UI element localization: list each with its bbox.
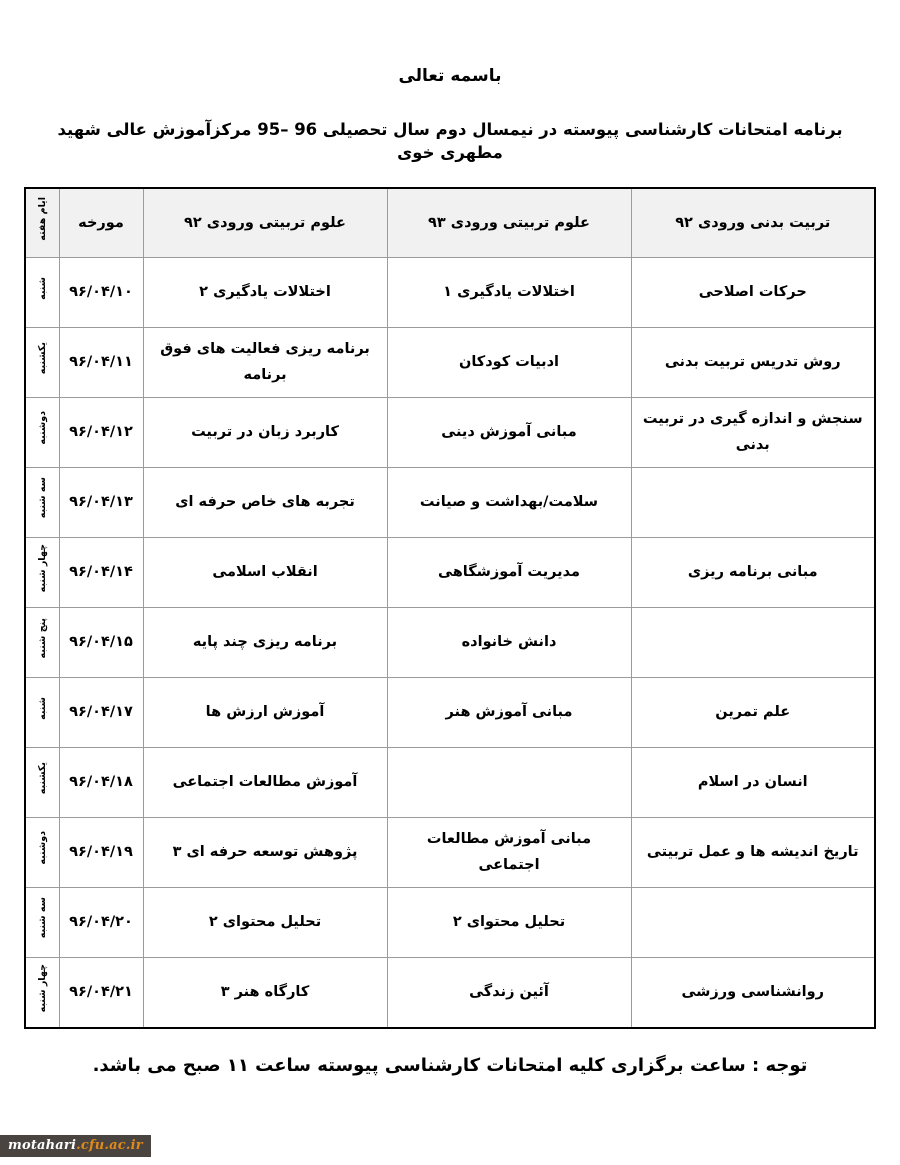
- cell-date: ۹۶/۰۴/۱۸: [59, 748, 143, 818]
- cell-major-3: روش تدریس تربیت بدنی: [631, 328, 875, 398]
- cell-day-label: شنبه: [36, 696, 48, 720]
- table-row: [25, 258, 875, 328]
- cell-day-label: سه شنبه: [36, 897, 48, 939]
- cell-day: [25, 678, 59, 748]
- cell-major-1: تجربه های خاص حرفه ای: [143, 468, 387, 538]
- table-header-row: [25, 188, 875, 258]
- cell-major-1: پژوهش توسعه حرفه ای ۳: [143, 818, 387, 888]
- cell-date: ۹۶/۰۴/۱۹: [59, 818, 143, 888]
- cell-date: ۹۶/۰۴/۲۰: [59, 888, 143, 958]
- cell-major-3: سنجش و اندازه گیری در تربیت بدنی: [631, 398, 875, 468]
- cell-day: [25, 538, 59, 608]
- cell-day: [25, 748, 59, 818]
- cell-major-2: دانش خانواده: [387, 608, 631, 678]
- cell-day: [25, 608, 59, 678]
- cell-date: ۹۶/۰۴/۱۲: [59, 398, 143, 468]
- cell-major-2: تحلیل محتوای ۲: [387, 888, 631, 958]
- cell-major-2: مدیریت آموزشگاهی: [387, 538, 631, 608]
- page-title: باسمه تعالی: [398, 66, 502, 86]
- cell-major-1: آموزش مطالعات اجتماعی: [143, 748, 387, 818]
- cell-major-3: مبانی برنامه ریزی: [631, 538, 875, 608]
- cell-day-label: سه شنبه: [36, 477, 48, 519]
- cell-date: ۹۶/۰۴/۲۱: [59, 958, 143, 1028]
- table-row: [25, 608, 875, 678]
- table-row: [25, 748, 875, 818]
- cell-day-label: شنبه: [36, 276, 48, 300]
- cell-day: [25, 328, 59, 398]
- schedule-table-container: [24, 187, 876, 1029]
- cell-day-label: پنج شنبه: [36, 617, 48, 659]
- column-header-date: مورخه: [59, 188, 143, 258]
- cell-major-2: [387, 748, 631, 818]
- cell-major-2: مبانی آموزش دینی: [387, 398, 631, 468]
- cell-day-label: دوشنبه: [36, 831, 48, 865]
- watermark-site-name: motahari: [8, 1138, 77, 1153]
- cell-major-1: کارگاه هنر ۳: [143, 958, 387, 1028]
- cell-major-2: آئین زندگی: [387, 958, 631, 1028]
- cell-day-label: یکشنبه: [36, 761, 48, 795]
- cell-major-3: انسان در اسلام: [631, 748, 875, 818]
- table-row: [25, 398, 875, 468]
- table-body: [25, 258, 875, 1028]
- column-header-major-1: علوم تربیتی ورودی ۹۲: [143, 188, 387, 258]
- cell-day-label: چهار شنبه: [36, 543, 48, 593]
- table-row: [25, 678, 875, 748]
- cell-day: [25, 818, 59, 888]
- cell-major-1: اختلالات یادگیری ۲: [143, 258, 387, 328]
- footer-note: توجه : ساعت برگزاری کلیه امتحانات کارشناسی پیوسته ساعت ۱۱ صبح می باشد.: [92, 1054, 808, 1076]
- column-header-day-label: ایام هفته: [36, 196, 48, 241]
- table-row: [25, 958, 875, 1028]
- table-row: [25, 468, 875, 538]
- cell-day-label: چهار شنبه: [36, 963, 48, 1012]
- cell-date: ۹۶/۰۴/۱۵: [59, 608, 143, 678]
- cell-day-label: دوشنبه: [36, 411, 48, 445]
- cell-major-1: آموزش ارزش ها: [143, 678, 387, 748]
- cell-major-2: ادبیات کودکان: [387, 328, 631, 398]
- table-header: [25, 188, 875, 258]
- cell-major-3: روانشناسی ورزشی: [631, 958, 875, 1028]
- cell-date: ۹۶/۰۴/۱۳: [59, 468, 143, 538]
- cell-major-1: کاربرد زبان در تربیت: [143, 398, 387, 468]
- cell-day: [25, 468, 59, 538]
- cell-major-3: حرکات اصلاحی: [631, 258, 875, 328]
- column-header-day: [25, 188, 59, 258]
- cell-major-2: مبانی آموزش هنر: [387, 678, 631, 748]
- column-header-major-2: علوم تربیتی ورودی ۹۳: [387, 188, 631, 258]
- table-row: [25, 328, 875, 398]
- watermark-site-domain: .cfu.ac.ir: [76, 1138, 143, 1153]
- table-row: [25, 888, 875, 958]
- table-row: [25, 538, 875, 608]
- cell-major-1: تحلیل محتوای ۲: [143, 888, 387, 958]
- cell-major-1: برنامه ریزی فعالیت های فوق برنامه: [143, 328, 387, 398]
- cell-major-3: تاریخ اندیشه ها و عمل تربیتی: [631, 818, 875, 888]
- exam-schedule-table: [24, 187, 876, 1029]
- cell-date: ۹۶/۰۴/۱۷: [59, 678, 143, 748]
- cell-major-3: علم تمرین: [631, 678, 875, 748]
- cell-major-3: [631, 888, 875, 958]
- cell-day-label: یکشنبه: [36, 341, 48, 375]
- cell-major-2: مبانی آموزش مطالعات اجتماعی: [387, 818, 631, 888]
- cell-major-1: برنامه ریزی چند پایه: [143, 608, 387, 678]
- cell-day: [25, 258, 59, 328]
- cell-major-2: سلامت/بهداشت و صیانت: [387, 468, 631, 538]
- page-subtitle: برنامه امتحانات کارشناسی پیوسته در نیمسال دوم سال تحصیلی 96 –95 مرکزآموزش عالی شهید مطهری خوی: [57, 120, 843, 163]
- cell-date: ۹۶/۰۴/۱۱: [59, 328, 143, 398]
- cell-day: [25, 888, 59, 958]
- cell-major-3: [631, 608, 875, 678]
- cell-major-3: [631, 468, 875, 538]
- cell-major-2: اختلالات یادگیری ۱: [387, 258, 631, 328]
- cell-date: ۹۶/۰۴/۱۴: [59, 538, 143, 608]
- table-row: [25, 818, 875, 888]
- cell-day: [25, 958, 59, 1028]
- cell-day: [25, 398, 59, 468]
- cell-major-1: انقلاب اسلامی: [143, 538, 387, 608]
- site-watermark: [0, 1135, 151, 1157]
- cell-date: ۹۶/۰۴/۱۰: [59, 258, 143, 328]
- column-header-major-3: تربیت بدنی ورودی ۹۲: [631, 188, 875, 258]
